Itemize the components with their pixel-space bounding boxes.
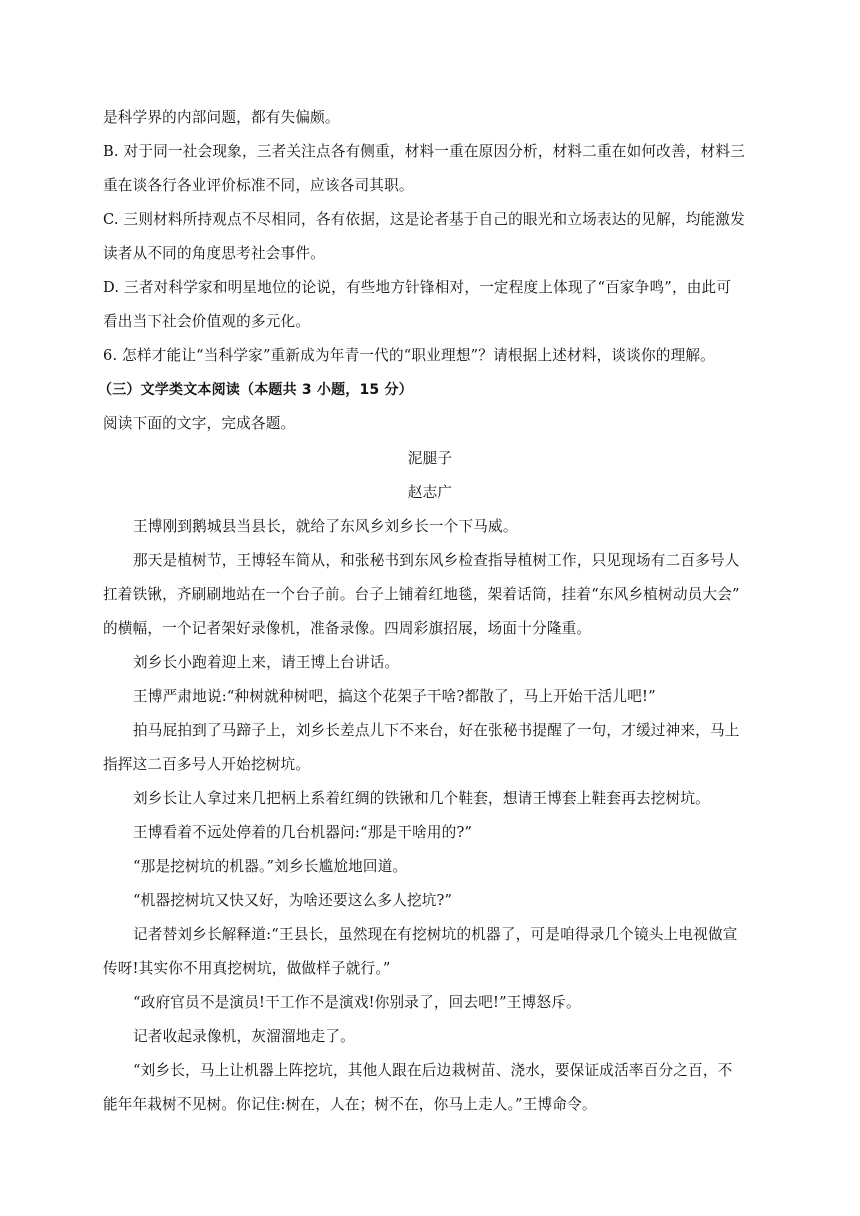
question-6: 6. 怎样才能让“当科学家”重新成为年青一代的“职业理想”？请根据上述材料，谈谈你的理解。 — [103, 347, 715, 364]
text-line: 是科学界的内部问题，都有失偏颇。 — [103, 109, 340, 126]
story-author: 赵志广 — [407, 484, 453, 501]
paragraph: 刘乡长让人拿过来几把柄上系着红绸的铁锹和几个鞋套，想请王博套上鞋套再去挖树坑。 — [133, 790, 710, 807]
paragraph: 记者替刘乡长解释道:“王县长，虽然现在有挖树坑的机器了，可是咱得录几个镜头上电视做宣 — [133, 926, 738, 943]
paragraph-continued: 指挥这二百多号人开始挖树坑。 — [103, 756, 311, 773]
paragraph: “刘乡长，马上让机器上阵挖坑，其他人跟在后边栽树苗、浇水，要保证成活率百分之百，不 — [133, 1062, 733, 1079]
paragraph: 王博看着不远处停着的几台机器问:“那是干啥用的?” — [133, 824, 473, 841]
section-heading: （三）文学类文本阅读（本题共 3 小题，15 分） — [98, 382, 413, 398]
paragraph: 那天是植树节，王博轻车简从，和张秘书到东风乡检查指导植树工作，只见现场有二百多号人 — [133, 552, 740, 569]
paragraph: “政府官员不是演员!干工作不是演戏!你别录了，回去吧!”王博怒斥。 — [133, 994, 581, 1011]
text-line: 读者从不同的角度思考社会事件。 — [103, 245, 325, 262]
paragraph-continued: 传呀!其实你不用真挖树坑，做做样子就行。” — [103, 960, 391, 977]
paragraph: 王博严肃地说:“种树就种树吧，搞这个花架子干啥?都散了，马上开始干活儿吧!” — [133, 688, 656, 705]
option-c-line: C. 三则材料所持观点不尽相同，各有依据，这是论者基于自己的眼光和立场表达的见解，均能激发 — [103, 211, 745, 228]
paragraph: 刘乡长小跑着迎上来，请王博上台讲话。 — [133, 654, 400, 671]
story-title: 泥腿子 — [407, 450, 453, 467]
paragraph: “机器挖树坑又快又好，为啥还要这么多人挖坑?” — [133, 892, 453, 909]
option-b-line: B. 对于同一社会现象，三者关注点各有侧重，材料一重在原因分析，材料二重在如何改善，材料三 — [103, 143, 745, 160]
paragraph: “那是挖树坑的机器。”刘乡长尴尬地回道。 — [133, 858, 408, 875]
paragraph-continued: 扛着铁锹，齐刷刷地站在一个台子前。台子上铺着红地毯，架着话筒，挂着“东风乡植树动员大会” — [103, 586, 740, 603]
paragraph: 记者收起录像机，灰溜溜地走了。 — [133, 1028, 355, 1045]
paragraph-continued: 能年年栽树不见树。你记住:树在，人在；树不在，你马上走人。”王博命令。 — [103, 1096, 597, 1113]
text-line: 看出当下社会价值观的多元化。 — [103, 313, 311, 330]
text-line: 重在谈各行各业评价标准不同，应该各司其职。 — [103, 177, 414, 194]
option-d-line: D. 三者对科学家和明星地位的论说，有些地方针锋相对，一定程度上体现了“百家争鸣”，由此可 — [103, 279, 732, 296]
paragraph: 拍马屁拍到了马蹄子上，刘乡长差点儿下不来台，好在张秘书提醒了一句，才缓过神来，马上 — [133, 722, 740, 739]
paragraph: 王博刚到鹅城县当县长，就给了东风乡刘乡长一个下马威。 — [133, 518, 518, 535]
paragraph-continued: 的横幅，一个记者架好录像机，准备录像。四周彩旗招展，场面十分隆重。 — [103, 620, 592, 637]
instruction-text: 阅读下面的文字，完成各题。 — [103, 415, 296, 432]
